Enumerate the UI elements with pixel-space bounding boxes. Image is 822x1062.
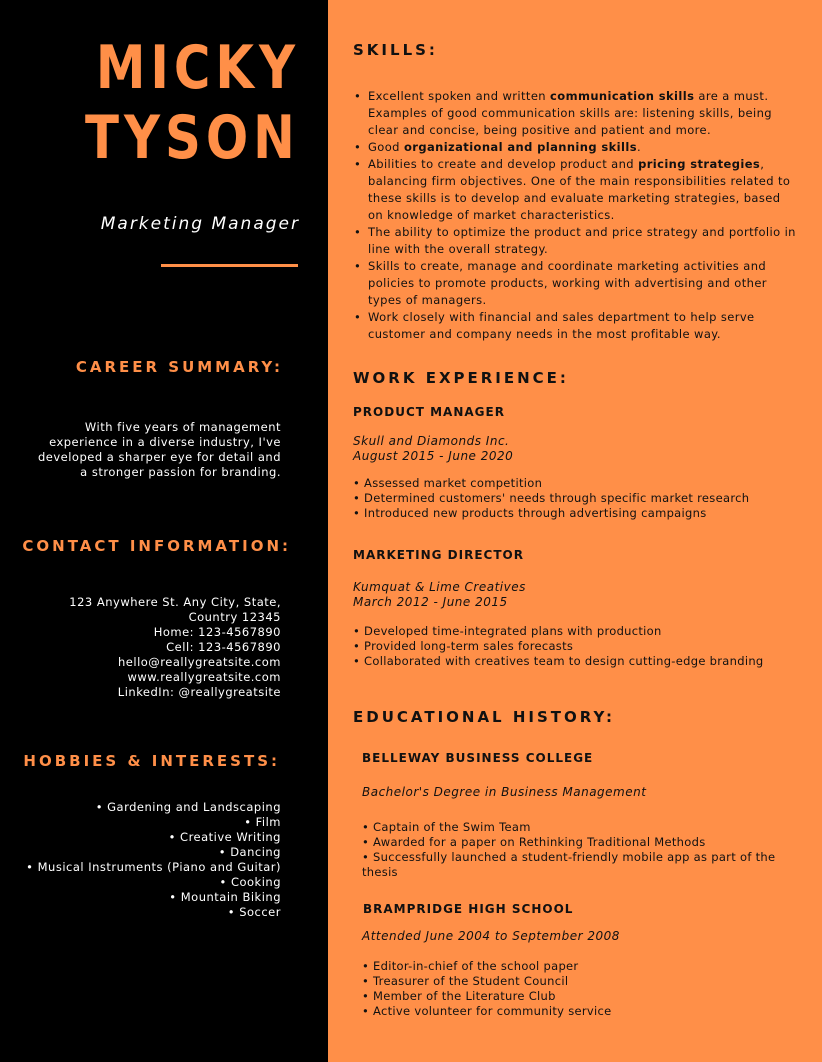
bullet-item: • Introduced new products through advertising campaigns xyxy=(353,506,707,520)
bullet-item: • Determined customers' needs through specific market research xyxy=(353,491,750,505)
hobbies-heading: HOBBIES & INTERESTS: xyxy=(23,752,280,770)
bullet-item: • Member of the Literature Club xyxy=(362,989,556,1003)
hobby-item: • Creative Writing xyxy=(168,830,281,844)
school-detail: Bachelor's Degree in Business Management xyxy=(362,785,647,799)
website: www.reallygreatsite.com xyxy=(127,670,281,684)
school-name: BELLEWAY BUSINESS COLLEGE xyxy=(362,751,594,765)
hobby-item: • Film xyxy=(244,815,281,829)
school-detail: Attended June 2004 to September 2008 xyxy=(362,929,620,943)
bullet-item: • Editor-in-chief of the school paper xyxy=(362,959,579,973)
school-bullets xyxy=(362,959,612,1019)
first-name: MICKY xyxy=(95,33,300,103)
summary-line: With five years of management xyxy=(84,420,281,434)
dates: August 2015 - June 2020 xyxy=(353,449,514,463)
job-title: PRODUCT MANAGER xyxy=(353,405,505,419)
bullet-item: • Active volunteer for community service xyxy=(362,1004,612,1018)
skill-item: • The ability to optimize the product and price strategy and portfolio in line with the overall strategy. xyxy=(353,224,799,258)
last-name: TYSON xyxy=(85,103,300,173)
job-company-dates xyxy=(353,434,513,464)
address-line: 123 Anywhere St. Any City, State, xyxy=(69,595,281,609)
cell-phone: Cell: 123-4567890 xyxy=(166,640,281,654)
bullet-item: • Assessed market competition xyxy=(353,476,543,490)
skill-item: • Good organizational and planning skills. xyxy=(353,139,799,156)
left-sidebar xyxy=(0,0,328,1062)
hobby-item: • Dancing xyxy=(218,845,281,859)
hobbies-list xyxy=(26,800,281,920)
education-heading: EDUCATIONAL HISTORY: xyxy=(353,708,616,726)
summary-line: experience in a diverse industry, I've xyxy=(49,435,281,449)
hobby-item: • Mountain Biking xyxy=(169,890,281,904)
school-name: BRAMPRIDGE HIGH SCHOOL xyxy=(363,902,574,916)
skill-item: • Work closely with financial and sales department to help serve customer and company needs in the most profitable way. xyxy=(353,309,799,343)
hobby-item: • Soccer xyxy=(227,905,281,919)
divider xyxy=(161,264,298,267)
bullet-item: • Developed time-integrated plans with production xyxy=(353,624,662,638)
bullet-item: • Awarded for a paper on Rethinking Traditional Methods xyxy=(362,835,706,849)
hobby-item: • Musical Instruments (Piano and Guitar) xyxy=(26,860,281,874)
hobby-item: • Cooking xyxy=(219,875,281,889)
bullet-item: • Provided long-term sales forecasts xyxy=(353,639,574,653)
career-summary-text xyxy=(38,420,281,480)
bullet-item: • Collaborated with creatives team to design cutting-edge branding xyxy=(353,654,764,668)
bullet-item: • Captain of the Swim Team xyxy=(362,820,531,834)
address-line: Country 12345 xyxy=(188,610,281,624)
skill-item: • Excellent spoken and written communication skills are a must. Examples of good communication skills are: listening skills, being clear and concise, being positive and patient and more. xyxy=(353,88,799,139)
bullet-item: • Successfully launched a student-friendly mobile app as part of the xyxy=(362,850,776,864)
summary-line: developed a sharper eye for detail and xyxy=(37,450,281,464)
bullet-item: thesis xyxy=(362,865,398,879)
career-summary-heading: CAREER SUMMARY: xyxy=(75,358,283,376)
summary-line: a stronger passion for branding. xyxy=(80,465,281,479)
skill-item: • Abilities to create and develop product and pricing strategies, balancing firm objectives. One of the main responsibilities related to these skills is to develop and evaluate marketing strategies, based on knowledge of market characteristics. xyxy=(353,156,799,224)
company: Skull and Diamonds Inc. xyxy=(353,434,510,448)
job-bullets xyxy=(353,624,764,669)
job-title: MARKETING DIRECTOR xyxy=(353,548,524,562)
job-title: Marketing Manager xyxy=(100,214,300,234)
contact-heading: CONTACT INFORMATION: xyxy=(22,537,291,555)
bullet-item: • Treasurer of the Student Council xyxy=(362,974,569,988)
company: Kumquat & Lime Creatives xyxy=(353,580,526,594)
work-experience-heading: WORK EXPERIENCE: xyxy=(353,369,569,387)
skills-heading: SKILLS: xyxy=(353,41,438,59)
linkedin: LinkedIn: @reallygreatsite xyxy=(117,685,281,699)
dates: March 2012 - June 2015 xyxy=(353,595,508,609)
email: hello@reallygreatsite.com xyxy=(118,655,281,669)
hobby-item: • Gardening and Landscaping xyxy=(95,800,281,814)
skill-item: • Skills to create, manage and coordinate marketing activities and policies to promote products, working with advertising and other types of managers. xyxy=(353,258,799,309)
home-phone: Home: 123-4567890 xyxy=(153,625,281,639)
job-company-dates xyxy=(353,580,526,610)
job-bullets xyxy=(353,476,749,521)
school-bullets xyxy=(362,820,775,880)
skills-list xyxy=(353,88,799,343)
contact-info xyxy=(69,595,281,700)
